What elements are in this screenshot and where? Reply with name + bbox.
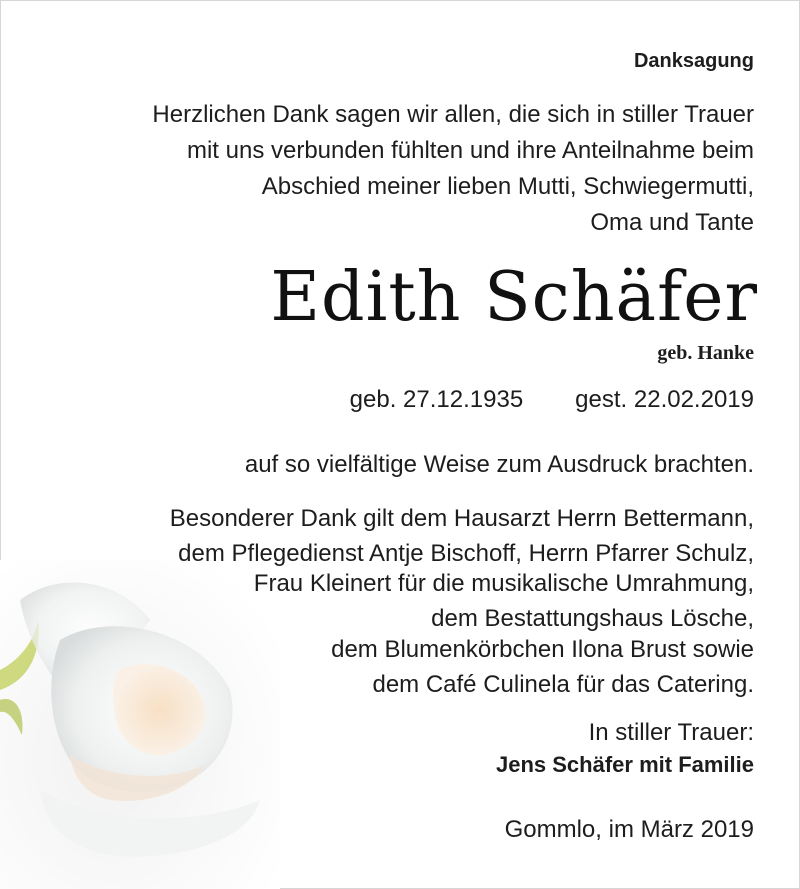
birth-date: geb. 27.12.1935	[349, 386, 524, 413]
intro-line: mit uns verbunden fühlten und ihre Anteilnahme beim	[186, 137, 754, 164]
intro-line: Abschied meiner lieben Mutti, Schwiegermutti,	[261, 173, 754, 200]
white-rose-image	[0, 560, 280, 889]
maiden-name: geb. Hanke	[657, 342, 754, 364]
closing-text: In stiller Trauer:	[588, 719, 754, 746]
intro-line: Oma und Tante	[590, 209, 754, 236]
thanks-line: Frau Kleinert für die musikalische Umrahmung,	[253, 570, 754, 597]
thanks-line: dem Pflegedienst Antje Bischoff, Herrn Pfarrer Schulz,	[178, 540, 754, 567]
death-date: gest. 22.02.2019	[575, 386, 754, 413]
place-date: Gommlo, im März 2019	[504, 816, 754, 843]
thanks-line: dem Blumenkörbchen Ilona Brust sowie	[331, 636, 754, 663]
continuation-text: auf so vielfältige Weise zum Ausdruck brachten.	[244, 451, 754, 478]
intro-line: Herzlichen Dank sagen wir allen, die sich in stiller Trauer	[152, 101, 754, 128]
notice-heading: Danksagung	[633, 50, 754, 72]
thanks-line: dem Bestattungshaus Lösche,	[431, 605, 754, 632]
deceased-name: Edith Schäfer	[270, 258, 758, 337]
life-dates	[350, 386, 754, 414]
thanks-line: dem Café Culinela für das Catering.	[372, 671, 754, 698]
family-signature: Jens Schäfer mit Familie	[496, 752, 754, 777]
thanks-line: Besonderer Dank gilt dem Hausarzt Herrn Bettermann,	[169, 505, 754, 532]
